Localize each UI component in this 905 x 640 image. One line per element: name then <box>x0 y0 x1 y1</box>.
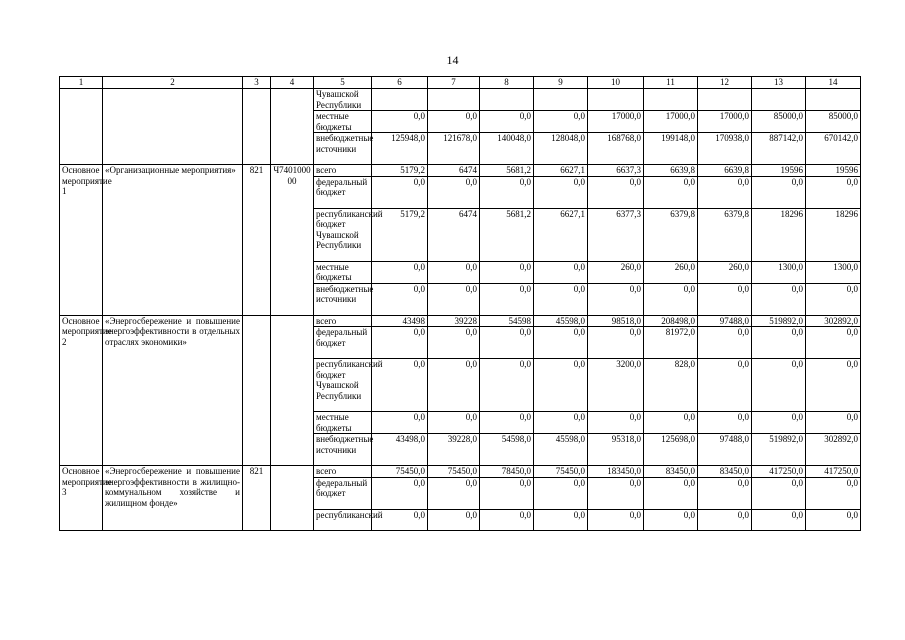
value-cell: 19596 <box>806 165 861 177</box>
header-cell: 13 <box>752 77 806 89</box>
measure-title-cell: «Энергосбережение и повышение энергоэффективности в отдельных отраслях экономики» <box>103 315 243 466</box>
value-cell: 0,0 <box>428 327 480 359</box>
value-cell: 0,0 <box>372 111 428 133</box>
value-cell: 45598,0 <box>534 434 588 466</box>
value-cell: 0,0 <box>806 509 861 530</box>
header-cell: 11 <box>644 77 698 89</box>
value-cell: 97488,0 <box>698 315 752 327</box>
value-cell: 0,0 <box>372 359 428 412</box>
funding-source-cell: федеральный бюджет <box>314 176 372 208</box>
value-cell: 17000,0 <box>698 111 752 133</box>
target-code-cell <box>271 89 314 165</box>
target-code-cell <box>271 315 314 466</box>
value-cell: 75450,0 <box>372 466 428 478</box>
value-cell: 75450,0 <box>428 466 480 478</box>
value-cell: 1300,0 <box>752 261 806 283</box>
value-cell: 95318,0 <box>588 434 644 466</box>
value-cell: 0,0 <box>480 412 534 434</box>
value-cell: 17000,0 <box>644 111 698 133</box>
header-cell: 9 <box>534 77 588 89</box>
value-cell: 519892,0 <box>752 315 806 327</box>
value-cell: 3200,0 <box>588 359 644 412</box>
value-cell: 670142,0 <box>806 133 861 165</box>
funding-source-cell: местные бюджеты <box>314 261 372 283</box>
value-cell: 5179,2 <box>372 165 428 177</box>
value-cell: 39228 <box>428 315 480 327</box>
header-cell: 3 <box>243 77 271 89</box>
value-cell: 6379,8 <box>644 208 698 261</box>
value-cell: 140048,0 <box>480 133 534 165</box>
value-cell: 6639,8 <box>644 165 698 177</box>
value-cell: 6377,3 <box>588 208 644 261</box>
value-cell: 128048,0 <box>534 133 588 165</box>
value-cell: 0,0 <box>372 176 428 208</box>
funding-source-cell: местные бюджеты <box>314 412 372 434</box>
value-cell: 18296 <box>806 208 861 261</box>
funding-source-cell: всего <box>314 315 372 327</box>
value-cell: 6627,1 <box>534 208 588 261</box>
funding-source-cell: Чувашской Республики <box>314 89 372 111</box>
value-cell: 75450,0 <box>534 466 588 478</box>
value-cell: 98518,0 <box>588 315 644 327</box>
value-cell: 0,0 <box>588 327 644 359</box>
funding-source-cell: местные бюджеты <box>314 111 372 133</box>
value-cell: 0,0 <box>480 359 534 412</box>
value-cell: 0,0 <box>588 412 644 434</box>
table-body <box>60 89 861 531</box>
value-cell: 85000,0 <box>752 111 806 133</box>
table-row <box>60 466 861 478</box>
table-row <box>60 165 861 177</box>
value-cell: 0,0 <box>428 412 480 434</box>
header-cell: 10 <box>588 77 644 89</box>
value-cell: 828,0 <box>644 359 698 412</box>
value-cell: 0,0 <box>480 261 534 283</box>
header-cell: 7 <box>428 77 480 89</box>
value-cell: 0,0 <box>698 283 752 315</box>
value-cell: 260,0 <box>644 261 698 283</box>
value-cell: 170938,0 <box>698 133 752 165</box>
value-cell: 0,0 <box>644 477 698 509</box>
value-cell: 0,0 <box>806 412 861 434</box>
header-cell: 12 <box>698 77 752 89</box>
funding-source-cell: внебюджетные источники <box>314 434 372 466</box>
target-code-cell: Ч740100000 <box>271 165 314 316</box>
value-cell: 0,0 <box>644 509 698 530</box>
value-cell: 0,0 <box>752 412 806 434</box>
value-cell: 0,0 <box>752 477 806 509</box>
header-cell: 8 <box>480 77 534 89</box>
value-cell: 54598,0 <box>480 434 534 466</box>
code-cell: 821 <box>243 466 271 531</box>
value-cell: 0,0 <box>372 283 428 315</box>
code-cell: 821 <box>243 165 271 316</box>
value-cell: 121678,0 <box>428 133 480 165</box>
value-cell: 168768,0 <box>588 133 644 165</box>
value-cell: 0,0 <box>588 283 644 315</box>
funding-source-cell: внебюджетные источники <box>314 283 372 315</box>
value-cell: 19596 <box>752 165 806 177</box>
value-cell: 260,0 <box>698 261 752 283</box>
value-cell: 81972,0 <box>644 327 698 359</box>
code-cell <box>243 315 271 466</box>
value-cell: 0,0 <box>428 359 480 412</box>
value-cell: 0,0 <box>480 477 534 509</box>
funding-source-cell: всего <box>314 165 372 177</box>
value-cell: 417250,0 <box>752 466 806 478</box>
value-cell: 519892,0 <box>752 434 806 466</box>
funding-source-cell: республиканский бюджет Чувашской Республики <box>314 359 372 412</box>
value-cell: 0,0 <box>480 327 534 359</box>
value-cell: 0,0 <box>534 327 588 359</box>
value-cell: 0,0 <box>428 477 480 509</box>
value-cell: 5681,2 <box>480 165 534 177</box>
header-cell: 6 <box>372 77 428 89</box>
value-cell: 83450,0 <box>644 466 698 478</box>
value-cell: 0,0 <box>480 509 534 530</box>
target-code-cell <box>271 466 314 531</box>
funding-source-cell: республиканский бюджет Чувашской Республики <box>314 208 372 261</box>
value-cell: 0,0 <box>428 261 480 283</box>
header-cell: 14 <box>806 77 861 89</box>
table-row <box>60 89 861 111</box>
value-cell: 0,0 <box>534 176 588 208</box>
value-cell: 0,0 <box>698 412 752 434</box>
value-cell: 5179,2 <box>372 208 428 261</box>
value-cell: 0,0 <box>644 176 698 208</box>
value-cell: 0,0 <box>752 359 806 412</box>
value-cell: 0,0 <box>698 176 752 208</box>
value-cell: 0,0 <box>372 261 428 283</box>
value-cell: 0,0 <box>480 111 534 133</box>
value-cell: 0,0 <box>372 509 428 530</box>
value-cell: 0,0 <box>698 509 752 530</box>
value-cell <box>428 89 480 111</box>
value-cell: 0,0 <box>534 509 588 530</box>
value-cell: 183450,0 <box>588 466 644 478</box>
funding-source-cell: внебюджетные источники <box>314 133 372 165</box>
value-cell: 0,0 <box>752 176 806 208</box>
value-cell: 0,0 <box>534 111 588 133</box>
value-cell <box>698 89 752 111</box>
value-cell: 0,0 <box>480 176 534 208</box>
code-cell <box>243 89 271 165</box>
header-cell: 5 <box>314 77 372 89</box>
measure-title-cell <box>103 89 243 165</box>
value-cell: 125698,0 <box>644 434 698 466</box>
value-cell: 302892,0 <box>806 434 861 466</box>
measure-name-cell <box>60 89 103 165</box>
value-cell: 0,0 <box>534 283 588 315</box>
value-cell: 6474 <box>428 165 480 177</box>
value-cell: 0,0 <box>752 283 806 315</box>
value-cell: 0,0 <box>698 477 752 509</box>
measure-title-cell: «Энергосбережение и повышение энергоэффективности в жилищно-коммунальном хозяйстве и жилищном фонде» <box>103 466 243 531</box>
header-cell: 2 <box>103 77 243 89</box>
value-cell: 0,0 <box>588 509 644 530</box>
value-cell: 0,0 <box>752 327 806 359</box>
value-cell: 6637,3 <box>588 165 644 177</box>
value-cell: 83450,0 <box>698 466 752 478</box>
value-cell: 0,0 <box>372 477 428 509</box>
value-cell: 0,0 <box>806 176 861 208</box>
header-cell: 1 <box>60 77 103 89</box>
value-cell: 85000,0 <box>806 111 861 133</box>
budget-table <box>59 76 861 531</box>
value-cell: 6627,1 <box>534 165 588 177</box>
value-cell: 0,0 <box>428 283 480 315</box>
value-cell: 0,0 <box>806 359 861 412</box>
value-cell: 260,0 <box>588 261 644 283</box>
table-row <box>60 315 861 327</box>
value-cell: 5681,2 <box>480 208 534 261</box>
funding-source-cell: всего <box>314 466 372 478</box>
value-cell: 0,0 <box>644 283 698 315</box>
value-cell: 0,0 <box>428 111 480 133</box>
value-cell: 417250,0 <box>806 466 861 478</box>
value-cell <box>644 89 698 111</box>
value-cell <box>372 89 428 111</box>
value-cell: 302892,0 <box>806 315 861 327</box>
value-cell <box>806 89 861 111</box>
value-cell: 43498,0 <box>372 434 428 466</box>
value-cell: 0,0 <box>428 509 480 530</box>
value-cell: 0,0 <box>428 176 480 208</box>
value-cell: 54598 <box>480 315 534 327</box>
value-cell: 887142,0 <box>752 133 806 165</box>
value-cell: 208498,0 <box>644 315 698 327</box>
funding-source-cell: федеральный бюджет <box>314 477 372 509</box>
value-cell: 0,0 <box>534 359 588 412</box>
value-cell: 6379,8 <box>698 208 752 261</box>
measure-name-cell: Основное мероприятие 1 <box>60 165 103 316</box>
header-cell: 4 <box>271 77 314 89</box>
value-cell <box>480 89 534 111</box>
value-cell <box>534 89 588 111</box>
value-cell: 0,0 <box>588 477 644 509</box>
value-cell: 0,0 <box>698 327 752 359</box>
value-cell: 0,0 <box>480 283 534 315</box>
value-cell: 0,0 <box>372 412 428 434</box>
value-cell: 125948,0 <box>372 133 428 165</box>
value-cell: 0,0 <box>806 477 861 509</box>
measure-name-cell: Основное мероприятие 2 <box>60 315 103 466</box>
value-cell: 45598,0 <box>534 315 588 327</box>
value-cell: 0,0 <box>806 327 861 359</box>
value-cell: 43498 <box>372 315 428 327</box>
page-number: 14 <box>446 53 459 67</box>
value-cell: 1300,0 <box>806 261 861 283</box>
value-cell: 0,0 <box>644 412 698 434</box>
value-cell: 0,0 <box>752 509 806 530</box>
value-cell: 6474 <box>428 208 480 261</box>
header-row <box>60 77 861 89</box>
value-cell: 78450,0 <box>480 466 534 478</box>
measure-name-cell: Основное мероприятие 3 <box>60 466 103 531</box>
measure-title-cell: «Организационные мероприятия» <box>103 165 243 316</box>
value-cell: 39228,0 <box>428 434 480 466</box>
value-cell <box>752 89 806 111</box>
value-cell: 0,0 <box>588 176 644 208</box>
value-cell: 17000,0 <box>588 111 644 133</box>
value-cell: 18296 <box>752 208 806 261</box>
value-cell: 0,0 <box>372 327 428 359</box>
value-cell: 0,0 <box>534 261 588 283</box>
value-cell: 0,0 <box>534 477 588 509</box>
value-cell: 0,0 <box>806 283 861 315</box>
value-cell: 6639,8 <box>698 165 752 177</box>
value-cell: 97488,0 <box>698 434 752 466</box>
funding-source-cell: республиканский <box>314 509 372 530</box>
value-cell <box>588 89 644 111</box>
value-cell: 199148,0 <box>644 133 698 165</box>
funding-source-cell: федеральный бюджет <box>314 327 372 359</box>
value-cell: 0,0 <box>534 412 588 434</box>
value-cell: 0,0 <box>698 359 752 412</box>
